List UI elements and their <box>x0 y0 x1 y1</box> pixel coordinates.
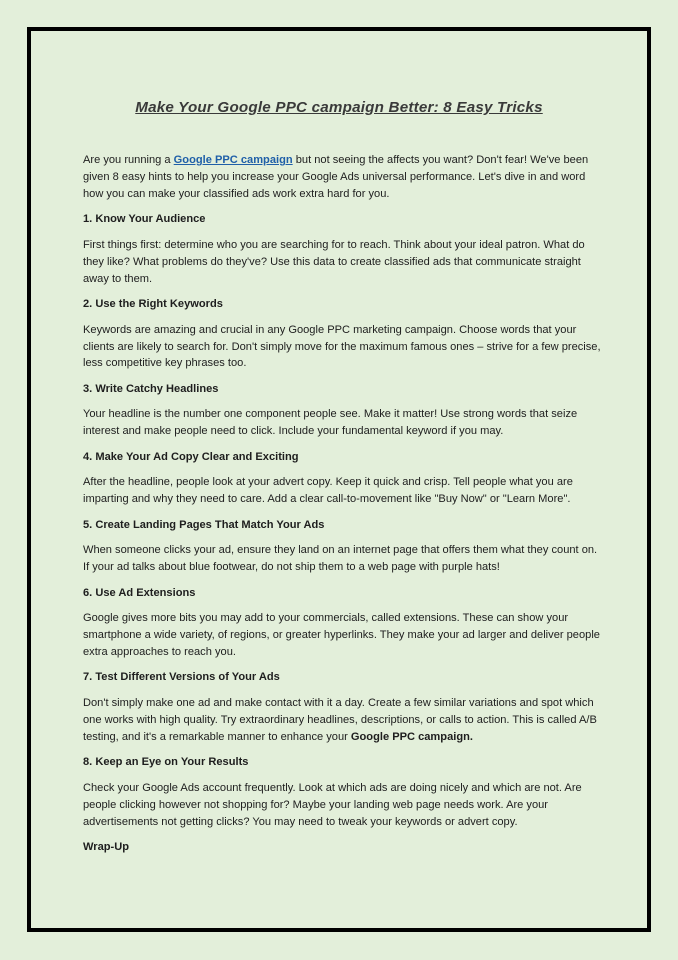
section-heading-landing-pages: 5. Create Landing Pages That Match Your Ads <box>83 518 325 531</box>
wrap-up-heading: Wrap-Up <box>83 841 130 854</box>
document-page <box>27 27 651 932</box>
section-body-test-versions <box>83 695 601 746</box>
section-heading-test-versions: 7. Test Different Versions of Your Ads <box>83 671 280 684</box>
document-body <box>83 152 601 865</box>
page-title: Make Your Google PPC campaign Better: 8 Easy Tricks <box>135 99 543 116</box>
section-body-landing-pages: When someone clicks your ad, ensure they land on an internet page that offers them what they count on. If your ad talks about blue footwear, do not ship them to a web page with purple hats! <box>83 544 598 574</box>
section-body-test-versions-text: Don't simply make one ad and make contact with it a day. Create a few similar variations and spot which one works with high quality. Try extraordinary headlines, descriptions, or calls to action. This is called A/B testing, and it's a remarkable manner to enhance your <box>83 696 597 743</box>
section-body-ad-copy: After the headline, people look at your advert copy. Keep it quick and crisp. Tell people what you are imparting and why they need to care. Add a clear call-to-movement like "Buy Now" or "Learn More". <box>83 476 573 506</box>
google-ppc-campaign-link[interactable]: Google PPC campaign <box>173 154 293 166</box>
intro-paragraph <box>83 152 601 203</box>
intro-text-end: but not seeing the affects you want? Don't fear! We've been given 8 easy hints to help you increase your Google Ads universal performance. Let's dive in and word how you can make your classified ads work extra hard for you. <box>83 154 589 200</box>
section-body-right-keywords: Keywords are amazing and crucial in any Google PPC marketing campaign. Choose words that your clients are likely to search for. Don't simply move for the maximum famous ones – strive for a few precise, less competitive key phrases too. <box>83 323 601 370</box>
section-heading-ad-extensions: 6. Use Ad Extensions <box>83 586 196 599</box>
section-heading-right-keywords: 2. Use the Right Keywords <box>83 298 223 311</box>
section-body-test-versions-emphasis: Google PPC campaign. <box>350 730 473 743</box>
section-body-ad-extensions: Google gives more bits you may add to your commercials, called extensions. These can show your smartphone a wide variety, of regions, or greater hyperlinks. They make your ad larger and deliver people extra approaches to reach you. <box>83 612 600 658</box>
section-body-results: Check your Google Ads account frequently. Look at which ads are doing nicely and which are not. Are people clicking however not shopping for? Maybe your landing web page needs work. Are your advertisements not getting clicks? You may need to tweak your keywords or advert copy. <box>83 781 582 828</box>
section-heading-results: 8. Keep an Eye on Your Results <box>83 756 249 769</box>
section-body-know-audience: First things first: determine who you are searching for to reach. Think about your ideal patron. What do they like? What problems do they've? Use this data to create classified ads that communicate straight away to them. <box>83 238 585 285</box>
section-heading-catchy-headlines: 3. Write Catchy Headlines <box>83 382 219 395</box>
intro-text-start: Are you running a <box>83 154 174 166</box>
section-heading-ad-copy: 4. Make Your Ad Copy Clear and Exciting <box>83 450 299 463</box>
section-body-catchy-headlines: Your headline is the number one component people see. Make it matter! Use strong words that seize interest and make people need to click. Include your fundamental keyword if you may. <box>83 408 578 438</box>
section-heading-know-audience: 1. Know Your Audience <box>83 213 206 226</box>
